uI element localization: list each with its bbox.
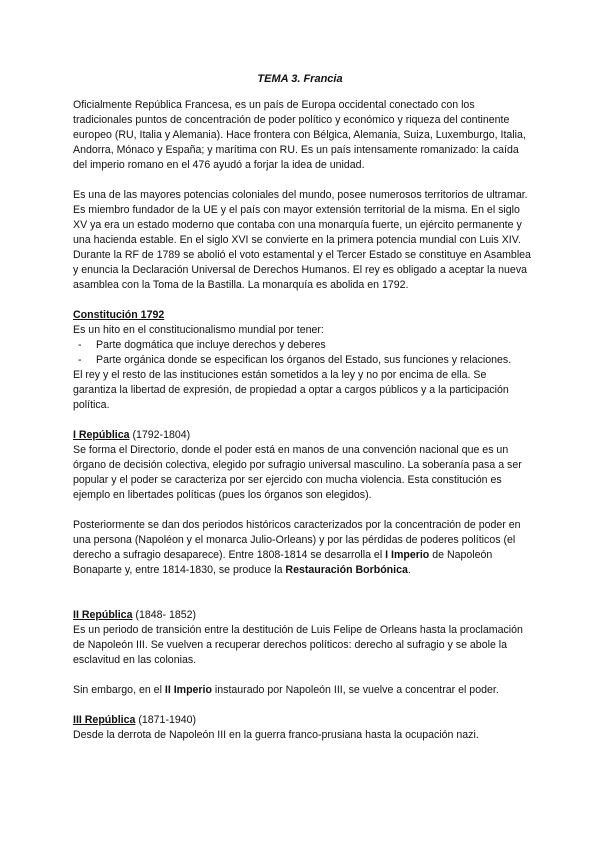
republica-2-paragraph-1: Es un periodo de transición entre la destitución de Luis Felipe de Orleans hasta la proclamación de Napoleón III. Se vuelven a recuperar derechos políticos: derecho al sufragio y se abole la esclavitud en las colonias. (73, 624, 523, 666)
constitucion-list (73, 338, 531, 368)
document-body (73, 98, 531, 743)
republica-1-paragraph-2: Posteriormente se dan dos periodos históricos caracterizados por la concentración de poder en una persona (Napoléon y el monarca Julio-Orleans) y por las pérdidas de poderes políticos (el derecho a sufragio desaparece). Entre 1808-1814 se desarrolla el I Imperio de Napoleón Bonaparte y, entre 1814-1830, se produce la Restauración Borbónica. (73, 519, 521, 576)
intro-paragraph-1: Oficialmente República Francesa, es un país de Europa occidental conectado con los tradicionales puntos de concentración de poder político y económico y riqueza del continente europeo (RU, Italia y Alemania). Hace frontera con Bélgica, Alemania, Suiza, Luxemburgo, Italia, Andorra, Mónaco y España; y marítima con RU. Es un país intensamente romanizado: la caída del imperio romano en el 476 ayudó a forjar la idea de unidad. (73, 99, 526, 171)
republica-2-paragraph-2: Sin embargo, en el II Imperio instaurado por Napoleón III, se vuelve a concentrar el poder. (73, 684, 499, 696)
list-item: - Parte dogmática que incluye derechos y deberes (73, 338, 531, 353)
page-title: TEMA 3. Francia (257, 73, 343, 85)
section-heading-republica-2: II República (1848- 1852) (73, 609, 197, 621)
intro-paragraph-2: Es una de las mayores potencias coloniales del mundo, posee numerosos territorios de ultramar. Es miembro fundador de la UE y el país con mayor extensión territorial de la misma. En el siglo XV ya era un estado moderno que contaba con una monarquía fuerte, un ejército permanente y una hacienda estable. En el siglo XVI se convierte en la primera potencia mundial con Luis XIV. Durante la RF de 1789 se abolió el voto estamental y el Tercer Estado se constituye en Asamblea y enuncia la Declaración Universal de Derechos Humanos. El rey es obligado a aceptar la nueva asamblea con la Toma de la Bastilla. La monarquía es abolida en 1792. (73, 189, 531, 291)
list-item: - Parte orgánica donde se especifican los órganos del Estado, sus funciones y relaciones. (73, 353, 531, 368)
constitucion-lead: Es un hito en el constitucionalismo mundial por tener: (73, 324, 324, 336)
republica-3-paragraph-1: Desde la derrota de Napoleón III en la guerra franco-prusiana hasta la ocupación nazi. (73, 729, 479, 741)
section-heading-republica-3: III República (1871-1940) (73, 714, 197, 726)
section-heading-republica-1: I República (1792-1804) (73, 429, 191, 441)
constitucion-text: El rey y el resto de las instituciones están sometidos a la ley y no por encima de ella. Se garantiza la libertad de expresión, de propiedad a optar a cargos públicos y a la participación política. (73, 369, 509, 411)
republica-1-paragraph-1: Se forma el Directorio, donde el poder está en manos de una convención nacional que es un órgano de decisión colectiva, elegido por sufragio universal masculino. La soberanía pasa a ser popular y el poder se caracteriza por ser ejercido con mucha violencia. Esta constitución es ejemplo en libertades políticas (pues los órganos son elegidos). (73, 444, 522, 501)
section-heading-constitucion: Constitución 1792 (73, 309, 165, 321)
